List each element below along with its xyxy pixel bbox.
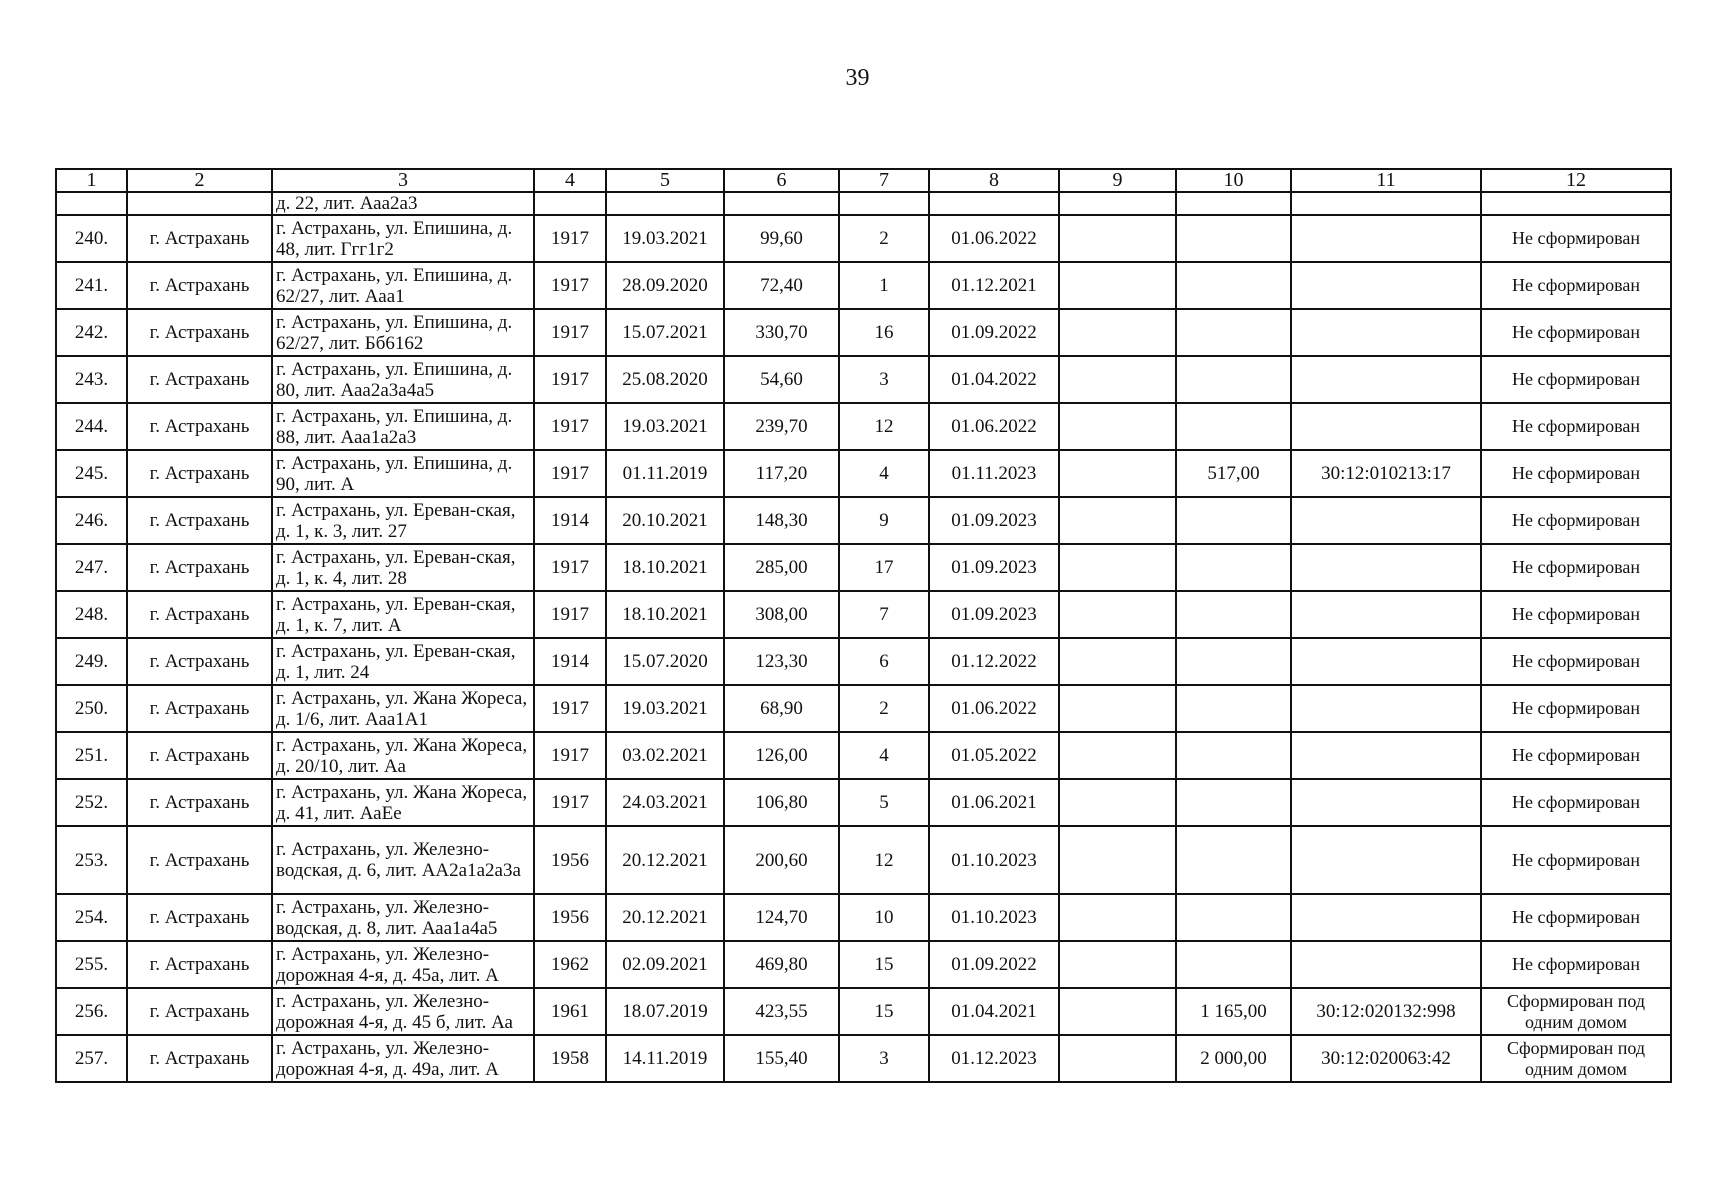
- area-cell: 469,80: [724, 941, 839, 988]
- column-header: 7: [839, 169, 929, 192]
- land-status-cell: Не сформирован: [1481, 779, 1671, 826]
- resettlement-deadline-cell: 01.09.2022: [929, 309, 1059, 356]
- cadastral-number-cell: 30:12:020132:998: [1291, 988, 1481, 1035]
- table-row: [56, 988, 1671, 1035]
- table-row: [56, 779, 1671, 826]
- table-row: [56, 356, 1671, 403]
- area-cell: 155,40: [724, 1035, 839, 1082]
- row-number-cell: 250.: [56, 685, 127, 732]
- cadastral-number-cell: [1291, 544, 1481, 591]
- city-cell: г. Астрахань: [127, 779, 272, 826]
- resettlement-deadline-cell: 01.06.2022: [929, 403, 1059, 450]
- row-number-cell: 240.: [56, 215, 127, 262]
- column-9-cell: [1059, 685, 1176, 732]
- city-cell: г. Астрахань: [127, 732, 272, 779]
- row-number-cell: 248.: [56, 591, 127, 638]
- column-9-cell: [1059, 497, 1176, 544]
- resettlement-deadline-cell: 01.06.2021: [929, 779, 1059, 826]
- table-row: [56, 894, 1671, 941]
- land-status-cell: Не сформирован: [1481, 309, 1671, 356]
- year-built-cell: 1961: [534, 988, 606, 1035]
- land-status-cell: Не сформирован: [1481, 497, 1671, 544]
- column-9-cell: [1059, 894, 1176, 941]
- year-built-cell: 1917: [534, 215, 606, 262]
- inspection-date-cell: 18.10.2021: [606, 544, 724, 591]
- column-number-row: [56, 169, 1671, 192]
- cadastral-number-cell: [1291, 826, 1481, 894]
- resettlement-deadline-cell: 01.04.2021: [929, 988, 1059, 1035]
- column-header: 3: [272, 169, 534, 192]
- table-row: [56, 403, 1671, 450]
- city-cell: г. Астрахань: [127, 591, 272, 638]
- cadastral-number-cell: [1291, 356, 1481, 403]
- city-cell: г. Астрахань: [127, 638, 272, 685]
- column-9-cell: [1059, 309, 1176, 356]
- residents-count-cell: 4: [839, 732, 929, 779]
- column-9-cell: [1059, 450, 1176, 497]
- year-built-cell: 1917: [534, 779, 606, 826]
- city-cell: г. Астрахань: [127, 1035, 272, 1082]
- column-9-cell: [1059, 215, 1176, 262]
- column-9-cell: [1059, 544, 1176, 591]
- land-area-cell: [1176, 262, 1291, 309]
- area-cell: 423,55: [724, 988, 839, 1035]
- resettlement-deadline-cell: 01.09.2023: [929, 544, 1059, 591]
- land-status-cell: Сформирован под одним домом: [1481, 988, 1671, 1035]
- column-9-cell: [1059, 591, 1176, 638]
- inspection-date-cell: 19.03.2021: [606, 215, 724, 262]
- city-cell: г. Астрахань: [127, 309, 272, 356]
- table-row: [56, 450, 1671, 497]
- column-header: 8: [929, 169, 1059, 192]
- residents-count-cell: 1: [839, 262, 929, 309]
- area-cell: 106,80: [724, 779, 839, 826]
- column-9-cell: [1059, 779, 1176, 826]
- land-area-cell: [1176, 591, 1291, 638]
- table-row: [56, 1035, 1671, 1082]
- land-status-cell: Не сформирован: [1481, 450, 1671, 497]
- land-area-cell: [1176, 356, 1291, 403]
- resettlement-deadline-cell: 01.04.2022: [929, 356, 1059, 403]
- cadastral-number-cell: [1291, 685, 1481, 732]
- address-cell: г. Астрахань, ул. Епишина, д. 62/27, лит. Бб6162: [272, 309, 534, 356]
- address-cell: г. Астрахань, ул. Жана Жореса, д. 1/6, лит. Ааа1А1: [272, 685, 534, 732]
- land-status-cell: Сформирован под одним домом: [1481, 1035, 1671, 1082]
- city-cell: г. Астрахань: [127, 450, 272, 497]
- year-built-cell: 1917: [534, 309, 606, 356]
- land-area-cell: 517,00: [1176, 450, 1291, 497]
- residents-count-cell: 2: [839, 685, 929, 732]
- area-cell: 72,40: [724, 262, 839, 309]
- land-status-cell: Не сформирован: [1481, 262, 1671, 309]
- year-built-cell: 1917: [534, 403, 606, 450]
- column-9-cell: [1059, 356, 1176, 403]
- year-built-cell: 1917: [534, 450, 606, 497]
- land-status-cell: Не сформирован: [1481, 941, 1671, 988]
- year-built-cell: 1917: [534, 356, 606, 403]
- table-row: [56, 638, 1671, 685]
- land-area-cell: [1176, 685, 1291, 732]
- table-row: [56, 941, 1671, 988]
- table-body: [56, 192, 1671, 1082]
- inspection-date-cell: 20.12.2021: [606, 894, 724, 941]
- land-area-cell: 1 165,00: [1176, 988, 1291, 1035]
- land-status-cell: Не сформирован: [1481, 638, 1671, 685]
- year-built-cell: 1917: [534, 732, 606, 779]
- cadastral-number-cell: [1291, 262, 1481, 309]
- cadastral-number-cell: [1291, 215, 1481, 262]
- area-cell: 126,00: [724, 732, 839, 779]
- cadastral-number-cell: [1291, 894, 1481, 941]
- column-header: 2: [127, 169, 272, 192]
- land-status-cell: Не сформирован: [1481, 826, 1671, 894]
- year-built-cell: 1917: [534, 685, 606, 732]
- row-number-cell: 243.: [56, 356, 127, 403]
- address-cell: г. Астрахань, ул. Железно-водская, д. 8, лит. Ааа1а4а5: [272, 894, 534, 941]
- land-status-cell: Не сформирован: [1481, 403, 1671, 450]
- address-cell: г. Астрахань, ул. Епишина, д. 90, лит. А: [272, 450, 534, 497]
- city-cell: г. Астрахань: [127, 544, 272, 591]
- cadastral-number-cell: [1291, 732, 1481, 779]
- cadastral-number-cell: [1291, 638, 1481, 685]
- residents-count-cell: 12: [839, 403, 929, 450]
- residents-count-cell: 15: [839, 988, 929, 1035]
- year-built-cell: 1917: [534, 544, 606, 591]
- resettlement-deadline-cell: 01.12.2021: [929, 262, 1059, 309]
- area-cell: 68,90: [724, 685, 839, 732]
- column-9-cell: [1059, 826, 1176, 894]
- cadastral-number-cell: [1291, 941, 1481, 988]
- land-status-cell: Не сформирован: [1481, 215, 1671, 262]
- address-cell: г. Астрахань, ул. Ереван-ская, д. 1, лит. 24: [272, 638, 534, 685]
- table-row: [56, 262, 1671, 309]
- land-status-cell: Не сформирован: [1481, 732, 1671, 779]
- carried-over-address: д. 22, лит. Ааа2а3: [272, 192, 534, 215]
- inspection-date-cell: 24.03.2021: [606, 779, 724, 826]
- land-status-cell: Не сформирован: [1481, 894, 1671, 941]
- area-cell: 330,70: [724, 309, 839, 356]
- area-cell: 239,70: [724, 403, 839, 450]
- address-cell: г. Астрахань, ул. Жана Жореса, д. 20/10, лит. Аа: [272, 732, 534, 779]
- residents-count-cell: 12: [839, 826, 929, 894]
- land-status-cell: Не сформирован: [1481, 356, 1671, 403]
- land-area-cell: [1176, 403, 1291, 450]
- city-cell: г. Астрахань: [127, 262, 272, 309]
- residents-count-cell: 7: [839, 591, 929, 638]
- city-cell: г. Астрахань: [127, 941, 272, 988]
- column-9-cell: [1059, 638, 1176, 685]
- address-cell: г. Астрахань, ул. Епишина, д. 48, лит. Ггг1г2: [272, 215, 534, 262]
- cadastral-number-cell: 30:12:010213:17: [1291, 450, 1481, 497]
- row-number-cell: 241.: [56, 262, 127, 309]
- cadastral-number-cell: 30:12:020063:42: [1291, 1035, 1481, 1082]
- land-area-cell: [1176, 779, 1291, 826]
- land-area-cell: [1176, 826, 1291, 894]
- row-number-cell: 246.: [56, 497, 127, 544]
- page-number: 39: [845, 65, 870, 91]
- resettlement-deadline-cell: 01.09.2023: [929, 591, 1059, 638]
- area-cell: 117,20: [724, 450, 839, 497]
- row-number-cell: 242.: [56, 309, 127, 356]
- inspection-date-cell: 20.10.2021: [606, 497, 724, 544]
- resettlement-deadline-cell: 01.09.2023: [929, 497, 1059, 544]
- residents-count-cell: 3: [839, 1035, 929, 1082]
- year-built-cell: 1956: [534, 826, 606, 894]
- column-9-cell: [1059, 1035, 1176, 1082]
- cadastral-number-cell: [1291, 309, 1481, 356]
- row-number-cell: 244.: [56, 403, 127, 450]
- inspection-date-cell: 15.07.2020: [606, 638, 724, 685]
- residents-count-cell: 15: [839, 941, 929, 988]
- year-built-cell: 1914: [534, 497, 606, 544]
- row-number-cell: 257.: [56, 1035, 127, 1082]
- city-cell: г. Астрахань: [127, 894, 272, 941]
- city-cell: г. Астрахань: [127, 356, 272, 403]
- row-number-cell: 254.: [56, 894, 127, 941]
- year-built-cell: 1917: [534, 262, 606, 309]
- resettlement-deadline-cell: 01.10.2023: [929, 826, 1059, 894]
- row-number-cell: 253.: [56, 826, 127, 894]
- year-built-cell: 1962: [534, 941, 606, 988]
- inspection-date-cell: 14.11.2019: [606, 1035, 724, 1082]
- resettlement-deadline-cell: 01.11.2023: [929, 450, 1059, 497]
- inspection-date-cell: 25.08.2020: [606, 356, 724, 403]
- address-cell: г. Астрахань, ул. Епишина, д. 62/27, лит. Ааа1: [272, 262, 534, 309]
- inspection-date-cell: 02.09.2021: [606, 941, 724, 988]
- address-cell: г. Астрахань, ул. Ереван-ская, д. 1, к. 4, лит. 28: [272, 544, 534, 591]
- area-cell: 123,30: [724, 638, 839, 685]
- inspection-date-cell: 15.07.2021: [606, 309, 724, 356]
- address-cell: г. Астрахань, ул. Железно-дорожная 4-я, д. 45 б, лит. Аа: [272, 988, 534, 1035]
- row-number-cell: 249.: [56, 638, 127, 685]
- table-row: [56, 591, 1671, 638]
- cadastral-number-cell: [1291, 497, 1481, 544]
- resettlement-deadline-cell: 01.09.2022: [929, 941, 1059, 988]
- area-cell: 99,60: [724, 215, 839, 262]
- cadastral-number-cell: [1291, 779, 1481, 826]
- residents-count-cell: 4: [839, 450, 929, 497]
- land-status-cell: Не сформирован: [1481, 685, 1671, 732]
- table-row: [56, 685, 1671, 732]
- residents-count-cell: 16: [839, 309, 929, 356]
- cadastral-number-cell: [1291, 403, 1481, 450]
- area-cell: 148,30: [724, 497, 839, 544]
- column-9-cell: [1059, 403, 1176, 450]
- year-built-cell: 1917: [534, 591, 606, 638]
- year-built-cell: 1914: [534, 638, 606, 685]
- area-cell: 285,00: [724, 544, 839, 591]
- row-number-cell: 252.: [56, 779, 127, 826]
- city-cell: г. Астрахань: [127, 497, 272, 544]
- resettlement-deadline-cell: 01.12.2023: [929, 1035, 1059, 1082]
- table-row: [56, 826, 1671, 894]
- housing-registry-table: [55, 168, 1672, 1083]
- inspection-date-cell: 03.02.2021: [606, 732, 724, 779]
- city-cell: г. Астрахань: [127, 685, 272, 732]
- address-cell: г. Астрахань, ул. Ереван-ская, д. 1, к. 3, лит. 27: [272, 497, 534, 544]
- column-header: 1: [56, 169, 127, 192]
- column-header: 9: [1059, 169, 1176, 192]
- inspection-date-cell: 28.09.2020: [606, 262, 724, 309]
- cadastral-number-cell: [1291, 591, 1481, 638]
- address-cell: г. Астрахань, ул. Ереван-ская, д. 1, к. 7, лит. А: [272, 591, 534, 638]
- land-area-cell: 2 000,00: [1176, 1035, 1291, 1082]
- resettlement-deadline-cell: 01.06.2022: [929, 685, 1059, 732]
- inspection-date-cell: 18.10.2021: [606, 591, 724, 638]
- land-area-cell: [1176, 638, 1291, 685]
- land-area-cell: [1176, 215, 1291, 262]
- table-row: [56, 215, 1671, 262]
- area-cell: 308,00: [724, 591, 839, 638]
- address-cell: г. Астрахань, ул. Железно-дорожная 4-я, д. 49а, лит. А: [272, 1035, 534, 1082]
- city-cell: г. Астрахань: [127, 826, 272, 894]
- land-area-cell: [1176, 732, 1291, 779]
- land-area-cell: [1176, 497, 1291, 544]
- land-area-cell: [1176, 894, 1291, 941]
- column-9-cell: [1059, 732, 1176, 779]
- address-cell: г. Астрахань, ул. Епишина, д. 80, лит. Ааа2а3а4а5: [272, 356, 534, 403]
- residents-count-cell: 5: [839, 779, 929, 826]
- resettlement-deadline-cell: 01.12.2022: [929, 638, 1059, 685]
- city-cell: г. Астрахань: [127, 988, 272, 1035]
- row-number-cell: 251.: [56, 732, 127, 779]
- inspection-date-cell: 19.03.2021: [606, 403, 724, 450]
- address-cell: г. Астрахань, ул. Епишина, д. 88, лит. Ааа1а2а3: [272, 403, 534, 450]
- year-built-cell: 1956: [534, 894, 606, 941]
- year-built-cell: 1958: [534, 1035, 606, 1082]
- residents-count-cell: 6: [839, 638, 929, 685]
- land-area-cell: [1176, 309, 1291, 356]
- city-cell: г. Астрахань: [127, 215, 272, 262]
- resettlement-deadline-cell: 01.05.2022: [929, 732, 1059, 779]
- row-number-cell: 255.: [56, 941, 127, 988]
- inspection-date-cell: 01.11.2019: [606, 450, 724, 497]
- table-row: [56, 309, 1671, 356]
- land-area-cell: [1176, 544, 1291, 591]
- residents-count-cell: 2: [839, 215, 929, 262]
- column-header: 10: [1176, 169, 1291, 192]
- area-cell: 124,70: [724, 894, 839, 941]
- column-header: 11: [1291, 169, 1481, 192]
- city-cell: г. Астрахань: [127, 403, 272, 450]
- carried-over-row: [56, 192, 1671, 215]
- land-status-cell: Не сформирован: [1481, 591, 1671, 638]
- inspection-date-cell: 18.07.2019: [606, 988, 724, 1035]
- inspection-date-cell: 20.12.2021: [606, 826, 724, 894]
- address-cell: г. Астрахань, ул. Жана Жореса, д. 41, лит. АаЕе: [272, 779, 534, 826]
- area-cell: 54,60: [724, 356, 839, 403]
- residents-count-cell: 3: [839, 356, 929, 403]
- land-status-cell: Не сформирован: [1481, 544, 1671, 591]
- column-9-cell: [1059, 262, 1176, 309]
- row-number-cell: 256.: [56, 988, 127, 1035]
- column-9-cell: [1059, 941, 1176, 988]
- table-row: [56, 497, 1671, 544]
- column-header: 5: [606, 169, 724, 192]
- column-9-cell: [1059, 988, 1176, 1035]
- land-area-cell: [1176, 941, 1291, 988]
- resettlement-deadline-cell: 01.06.2022: [929, 215, 1059, 262]
- column-header: 4: [534, 169, 606, 192]
- column-header: 12: [1481, 169, 1671, 192]
- inspection-date-cell: 19.03.2021: [606, 685, 724, 732]
- row-number-cell: 247.: [56, 544, 127, 591]
- column-header: 6: [724, 169, 839, 192]
- address-cell: г. Астрахань, ул. Железно-дорожная 4-я, д. 45а, лит. А: [272, 941, 534, 988]
- address-cell: г. Астрахань, ул. Железно-водская, д. 6, лит. АА2а1а2а3а: [272, 826, 534, 894]
- table-row: [56, 732, 1671, 779]
- resettlement-deadline-cell: 01.10.2023: [929, 894, 1059, 941]
- residents-count-cell: 17: [839, 544, 929, 591]
- residents-count-cell: 9: [839, 497, 929, 544]
- row-number-cell: 245.: [56, 450, 127, 497]
- table-row: [56, 544, 1671, 591]
- area-cell: 200,60: [724, 826, 839, 894]
- residents-count-cell: 10: [839, 894, 929, 941]
